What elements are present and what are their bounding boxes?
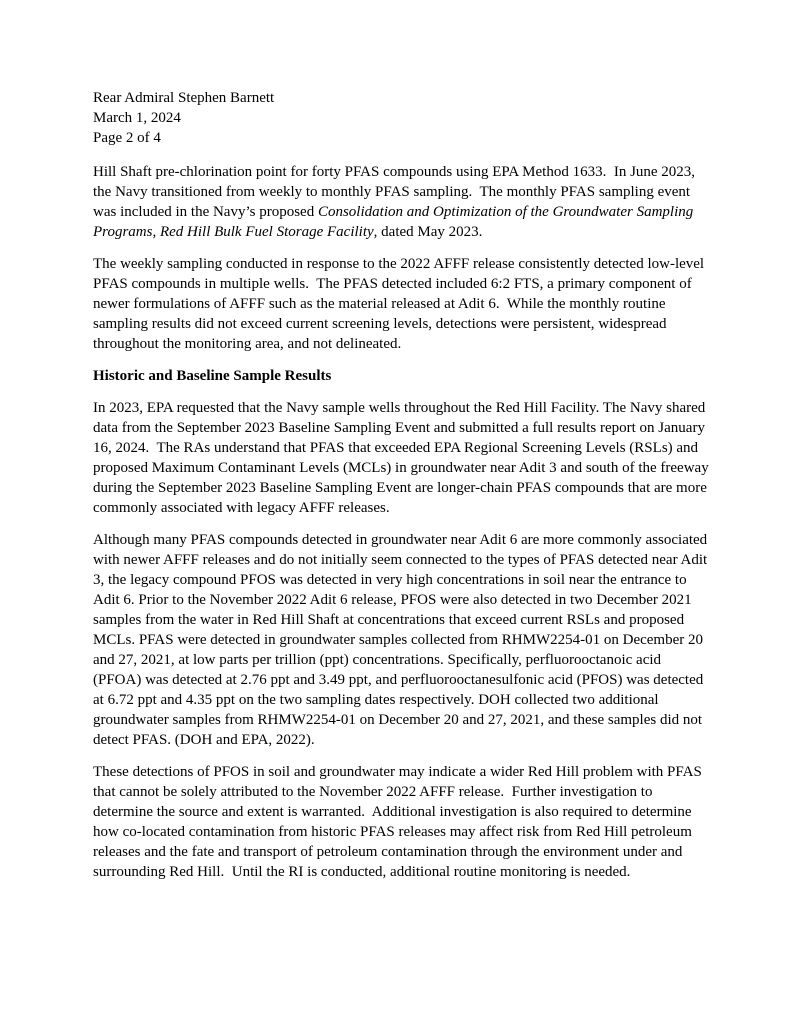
text-run: Hill Shaft pre-chlorination point for forty PFAS compounds using EPA Method 1633. In June 2023, the Navy transitioned from weekly to monthly PFAS sampling. The monthly PFAS sampling event was included in the Navy’s proposed xyxy=(93,164,699,220)
recipient-line: Rear Admiral Stephen Barnett xyxy=(93,90,275,106)
text-run: In 2023, EPA requested that the Navy sample wells throughout the Red Hill Facility. The Navy shared data from the September 2023 Baseline Sampling Event and submitted a full results report on January 16, 2024. The RAs understand that PFAS that exceeded EPA Regional Screening Levels (RSLs) and proposed Maximum Contaminant Levels (MCLs) in groundwater near Adit 3 and south of the freeway during the September 2023 Baseline Sampling Event are longer-chain PFAS compounds that are more commonly associated with legacy AFFF releases. xyxy=(93,400,713,516)
letter-content xyxy=(93,88,713,894)
text-run: Although many PFAS compounds detected in groundwater near Adit 6 are more commonly associated with newer AFFF releases and do not initially seem connected to the types of PFAS detected near Adit 3, the legacy compound PFOS was detected in very high concentrations in soil near the entrance to Adit 6. Prior to the November 2022 Adit 6 release, PFOS were also detected in two December 2021 samples from the water in Red Hill Shaft at concentrations that exceed current RSLs and proposed MCLs. PFAS were detected in groundwater samples collected from RHMW2254-01 on December 20 and 27, 2021, at low parts per trillion (ppt) concentrations. Specifically, perfluorooctanoic acid (PFOA) was detected at 2.76 ppt and 3.49 ppt, and perfluorooctanesulfonic acid (PFOS) was detected at 6.72 ppt and 4.35 ppt on the two sampling dates respectively. DOH collected two additional groundwater samples from RHMW2254-01 on December 20 and 27, 2021, and these samples did not detect PFAS. (DOH and EPA, 2022). xyxy=(93,532,711,748)
paragraph xyxy=(93,254,709,354)
paragraph xyxy=(93,398,713,518)
section-heading xyxy=(93,366,709,386)
date-line: March 1, 2024 xyxy=(93,110,181,126)
italic-text-run: Consolidation and Optimization of the Groundwater Sampling Programs, Red Hill Bulk Fuel Storage Facility xyxy=(93,204,698,240)
paragraph xyxy=(93,162,709,242)
text-run: , dated May 2023. xyxy=(373,224,483,240)
text-run: Historic and Baseline Sample Results xyxy=(93,368,332,384)
text-run: The weekly sampling conducted in response to the 2022 AFFF release consistently detected low-level PFAS compounds in multiple wells. The PFAS detected included 6:2 FTS, a primary component of newer formulations of AFFF such as the material released at Adit 6. While the monthly routine sampling results did not exceed current screening levels, detections were persistent, widespread throughout the monitoring area, and not delineated. xyxy=(93,256,708,352)
paragraph xyxy=(93,762,709,882)
page-number-line: Page 2 of 4 xyxy=(93,130,161,146)
text-run: These detections of PFOS in soil and groundwater may indicate a wider Red Hill problem with PFAS that cannot be solely attributed to the November 2022 AFFF release. Further investigation to determine the source and extent is warranted. Additional investigation is also required to determine how co-located contamination from historic PFAS releases may affect risk from Red Hill petroleum releases and the fate and transport of petroleum contamination through the environment under and surrounding Red Hill. Until the RI is conducted, additional routine monitoring is needed. xyxy=(93,764,706,880)
letter-body xyxy=(93,162,713,882)
letter-header xyxy=(93,88,709,148)
paragraph xyxy=(93,530,709,750)
